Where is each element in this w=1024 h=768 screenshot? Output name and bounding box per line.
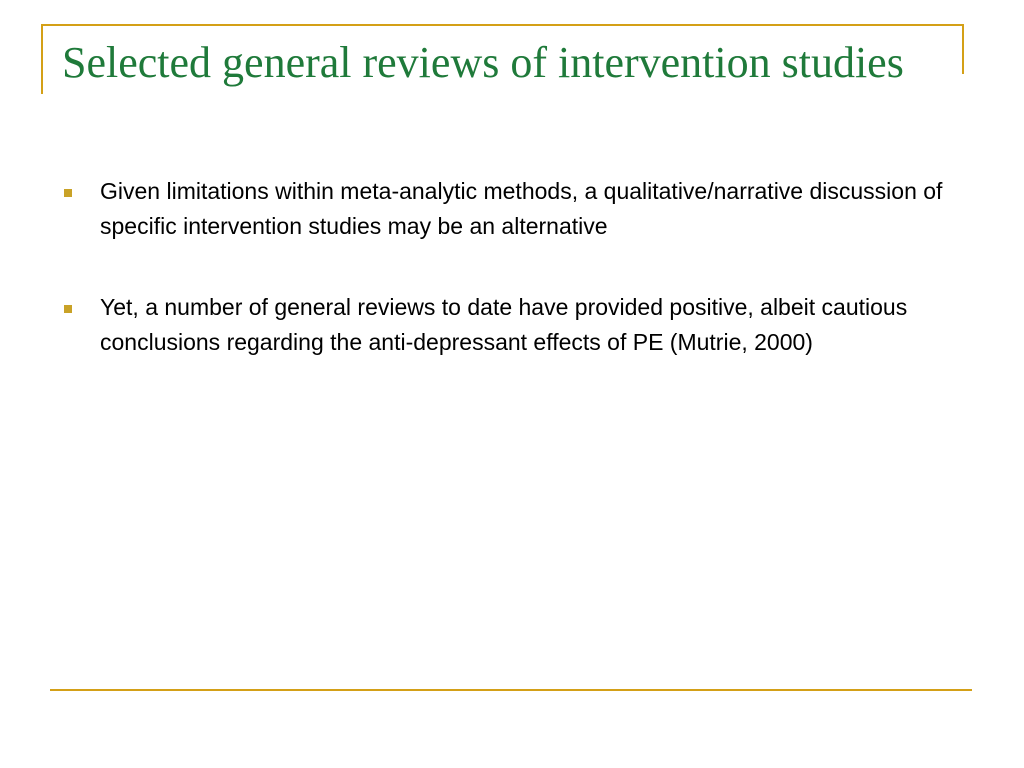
- slide-title: Selected general reviews of intervention studies: [62, 38, 904, 87]
- bullet-text: Given limitations within meta-analytic methods, a qualitative/narrative discussion of specific intervention studies may be an alternative: [100, 178, 943, 239]
- bullet-item: [62, 290, 952, 360]
- frame-top-rule: [41, 24, 964, 26]
- bullet-item: [62, 174, 952, 244]
- bottom-rule: [50, 689, 972, 691]
- square-bullet-icon: [64, 305, 72, 313]
- frame-right-rule: [962, 24, 964, 74]
- square-bullet-icon: [64, 189, 72, 197]
- frame-left-rule: [41, 24, 43, 94]
- bullet-list: [62, 174, 952, 406]
- bullet-text: Yet, a number of general reviews to date have provided positive, albeit cautious conclusions regarding the anti-depressant effects of PE (Mutrie, 2000): [100, 294, 908, 355]
